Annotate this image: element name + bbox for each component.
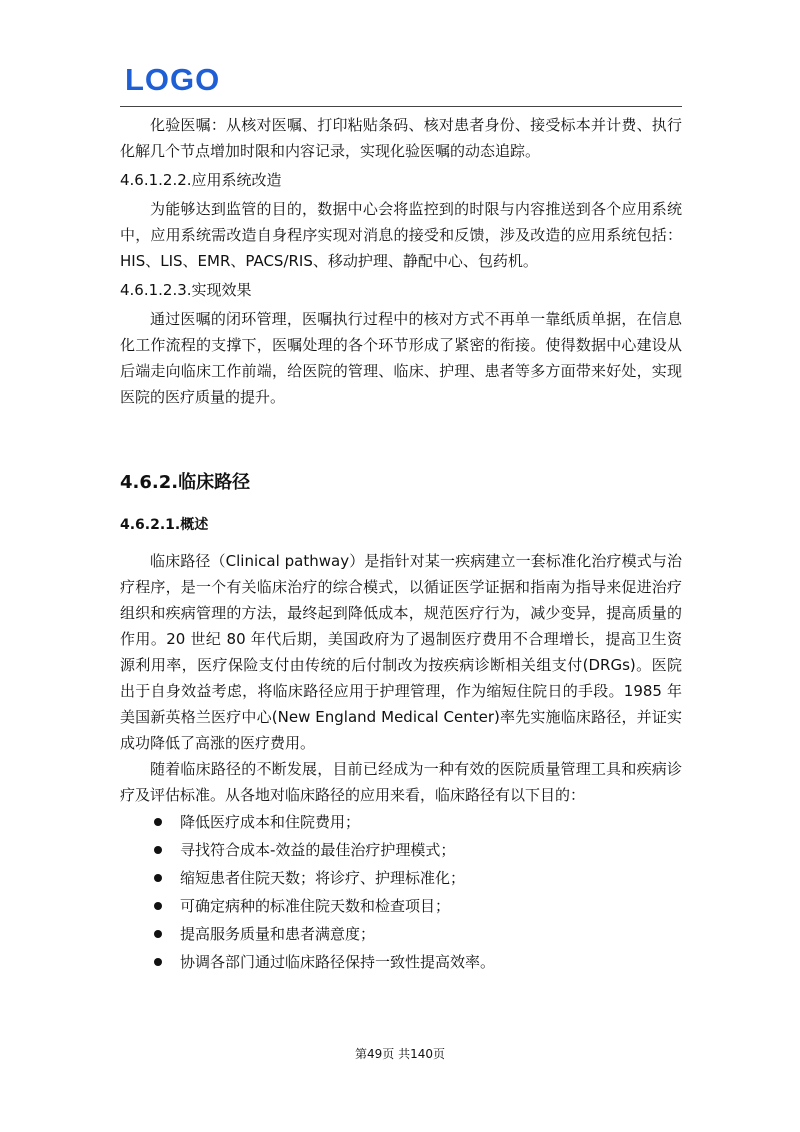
list-item [120, 948, 682, 976]
header-divider [120, 106, 682, 107]
paragraph-system-modification: 为能够达到监管的目的，数据中心会将监控到的时限与内容推送到各个应用系统中，应用系统需改造自身程序实现对消息的接受和反馈，涉及改造的应用系统包括：HIS、LIS、EMR、PACS/RIS、移动护理、静配中心、包药机。 [120, 200, 682, 270]
heading-4-6-2-1: 4.6.2.1.概述 [120, 517, 209, 533]
bullet-icon [154, 846, 162, 854]
list-item [120, 808, 682, 836]
document-body [120, 110, 682, 976]
list-item-text: 寻找符合成本-效益的最佳治疗护理模式； [180, 841, 456, 859]
bullet-icon [154, 902, 162, 910]
list-item-text: 可确定病种的标准住院天数和检查项目； [180, 897, 451, 915]
bullet-icon [154, 958, 162, 966]
list-item [120, 836, 682, 864]
list-item [120, 920, 682, 948]
list-item-text: 缩短患者住院天数；将诊疗、护理标准化； [180, 869, 466, 887]
heading-4-6-1-2-3: 4.6.1.2.3.实现效果 [120, 281, 252, 299]
goals-list [120, 808, 682, 976]
list-item-text: 提高服务质量和患者满意度； [180, 925, 376, 943]
page-number: 第49页 共140页 [355, 1047, 445, 1061]
paragraph-overview: 临床路径（Clinical pathway）是指针对某一疾病建立一套标准化治疗模式与治疗程序，是一个有关临床治疗的综合模式，以循证医学证据和指南为指导来促进治疗组织和疾病管理的方法，最终起到降低成本，规范医疗行为，减少变异，提高质量的作用。20 世纪 80 年代后期，美国政府为了遏制医疗费用不合理增长，提高卫生资源利用率，医疗保险支付由传统的后付制改为按疾病诊断相关组支付(DRGs)。医院出于自身效益考虑，将临床路径应用于护理管理，作为缩短住院日的手段。1985 年美国新英格兰医疗中心(New England Medical Center)率先实施临床路径，并证实成功降低了高涨的医疗费用。 [120, 552, 682, 752]
list-item-text: 降低医疗成本和住院费用； [180, 813, 361, 831]
heading-4-6-2: 4.6.2.临床路径 [120, 472, 251, 493]
paragraph-effect: 通过医嘱的闭环管理，医嘱执行过程中的核对方式不再单一靠纸质单据，在信息化工作流程的支撑下，医嘱处理的各个环节形成了紧密的衔接。使得数据中心建设从后端走向临床工作前端，给医院的管理、临床、护理、患者等多方面带来好处，实现医院的医疗质量的提升。 [120, 310, 682, 406]
bullet-icon [154, 818, 162, 826]
paragraph-goals-intro: 随着临床路径的不断发展，目前已经成为一种有效的医院质量管理工具和疾病诊疗及评估标准。从各地对临床路径的应用来看，临床路径有以下目的： [120, 760, 682, 804]
bullet-icon [154, 874, 162, 882]
list-item [120, 892, 682, 920]
paragraph-lab-orders: 化验医嘱：从核对医嘱、打印粘贴条码、核对患者身份、接受标本并计费、执行化解几个节点增加时限和内容记录，实现化验医嘱的动态追踪。 [120, 116, 682, 160]
bullet-icon [154, 930, 162, 938]
list-item-text: 协调各部门通过临床路径保持一致性提高效率。 [180, 953, 496, 971]
logo: LOGO [125, 62, 221, 97]
list-item [120, 864, 682, 892]
heading-4-6-1-2-2: 4.6.1.2.2.应用系统改造 [120, 171, 282, 189]
